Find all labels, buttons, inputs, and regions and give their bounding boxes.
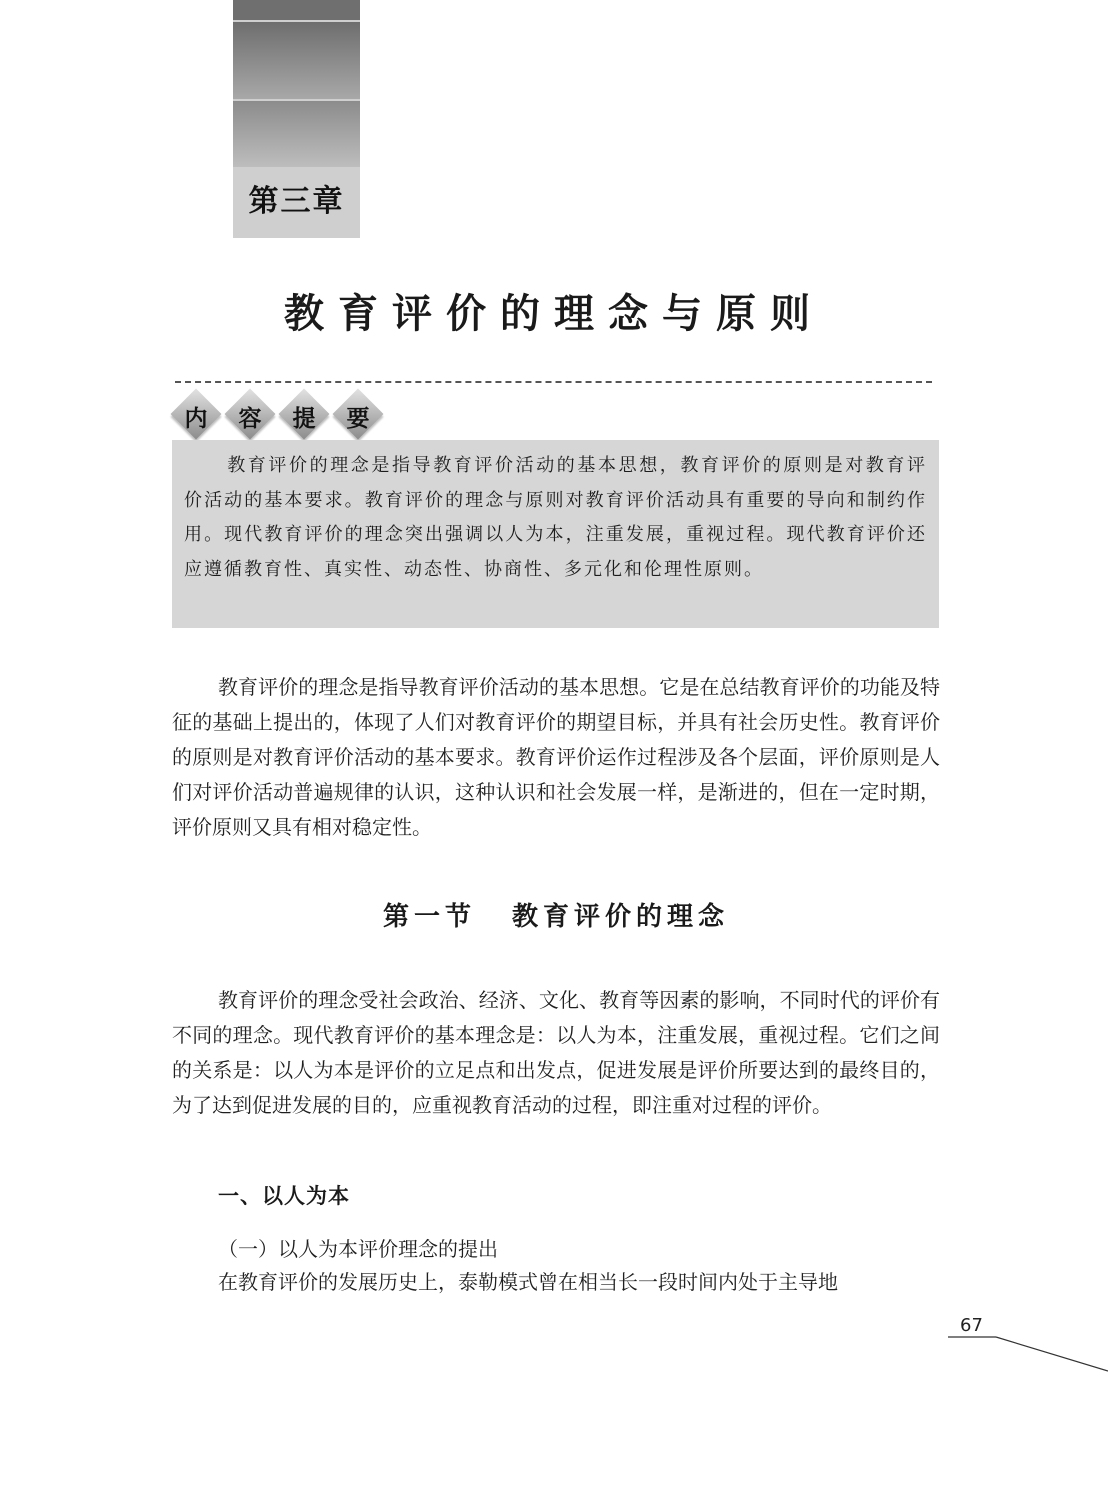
subheading: 一、以人为本: [218, 1184, 350, 1208]
diamond-badge: [332, 388, 384, 440]
summary-box: [172, 440, 939, 628]
summary-header-char: 提: [292, 406, 316, 432]
chapter-tab: [233, 0, 360, 238]
dashed-divider: [175, 381, 932, 383]
summary-header-char: 内: [184, 406, 208, 432]
chapter-tab-band: [233, 0, 360, 20]
intro-paragraph: 教育评价的理念是指导教育评价活动的基本思想。它是在总结教育评价的功能及特征的基础上提出的，体现了人们对教育评价的期望目标，并具有社会历史性。教育评价的原则是对教育评价活动的基本要求。教育评价运作过程涉及各个层面，评价原则是人们对评价活动普遍规律的认识，这种认识和社会发展一样，是渐进的，但在一定时期，评价原则又具有相对稳定性。: [172, 675, 940, 839]
diamond-badge: [170, 388, 222, 440]
summary-header-char: 容: [238, 406, 262, 432]
page-number: 67: [960, 1315, 983, 1336]
sub-subheading: （一）以人为本评价理念的提出: [218, 1237, 498, 1261]
chapter-label: 第三章: [248, 184, 345, 219]
chapter-title: 教育评价的理念与原则: [284, 291, 824, 337]
diamond-badge: [224, 388, 276, 440]
page-corner-decoration: [948, 1330, 1108, 1375]
section-title-text: 教育评价的理念: [512, 902, 730, 932]
section-number: 第一节: [382, 902, 476, 932]
chapter-tab-band: [233, 101, 360, 167]
chapter-tab-band: [233, 22, 360, 99]
diamond-badge: [278, 388, 330, 440]
continuing-paragraph: 在教育评价的发展历史上，泰勒模式曾在相当长一段时间内处于主导地: [218, 1270, 838, 1294]
summary-text: 教育评价的理念是指导教育评价活动的基本思想，教育评价的原则是对教育评价活动的基本要求。教育评价的理念与原则对教育评价活动具有重要的导向和制约作用。现代教育评价的理念突出强调以人为本，注重发展，重视过程。现代教育评价还应遵循教育性、真实性、动态性、协商性、多元化和伦理性原则。: [184, 455, 927, 580]
section-title: [172, 896, 940, 933]
summary-header-char: 要: [346, 406, 370, 432]
summary-header: [170, 388, 390, 440]
section-paragraph: 教育评价的理念受社会政治、经济、文化、教育等因素的影响，不同时代的评价有不同的理念。现代教育评价的基本理念是：以人为本，注重发展，重视过程。它们之间的关系是：以人为本是评价的立足点和出发点，促进发展是评价所要达到的最终目的，为了达到促进发展的目的，应重视教育活动的过程，即注重对过程的评价。: [172, 988, 940, 1117]
